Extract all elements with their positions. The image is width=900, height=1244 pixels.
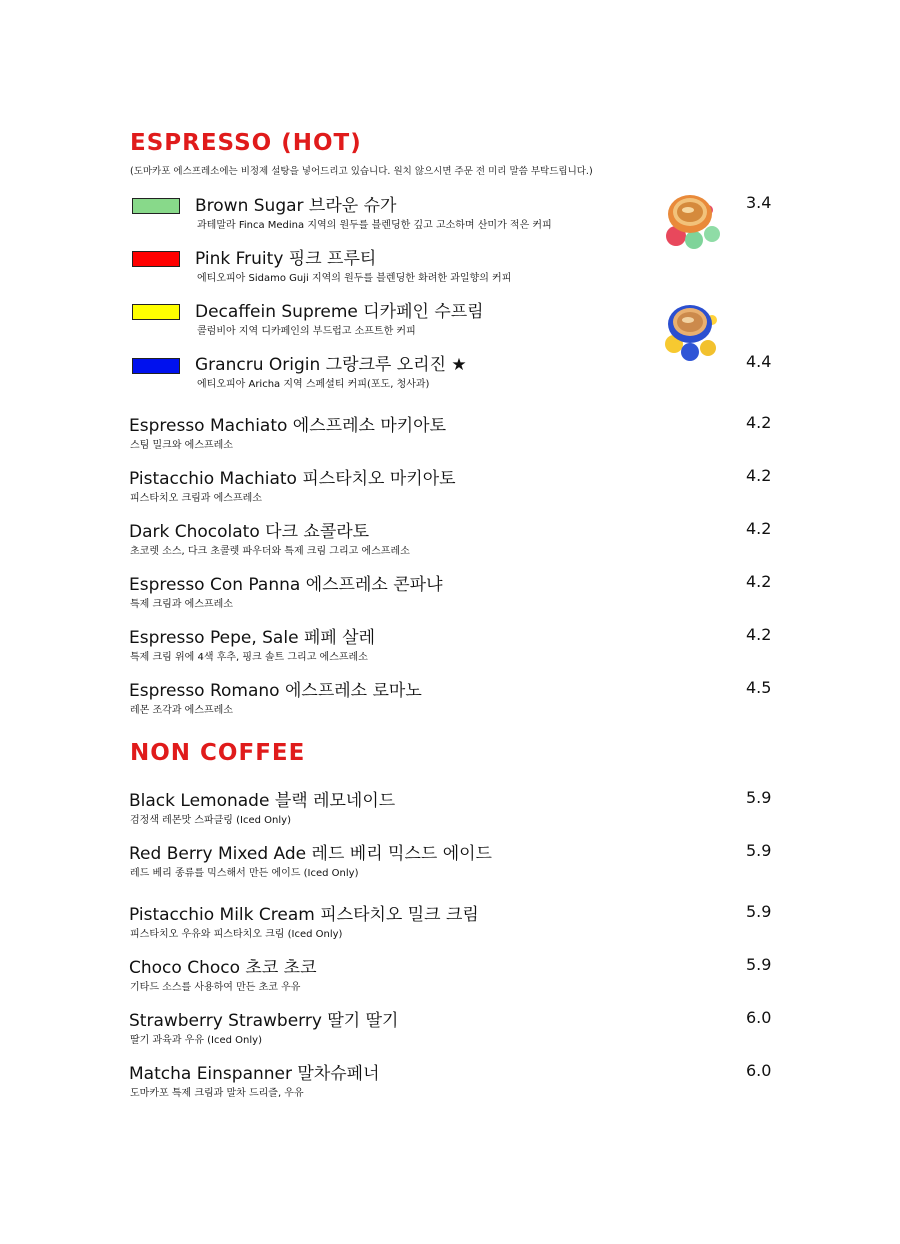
item-desc: 초코렛 소스, 다크 초콜렛 파우더와 특제 크림 그리고 에스프레소 [130,546,410,557]
item-name-brown-sugar: Brown Sugar 브라운 슈가 [195,196,397,216]
item-name: Espresso Romano 에스프레소 로마노 [129,681,422,701]
item-price: 4.2 [746,466,772,485]
item-name: Pistacchio Milk Cream 피스타치오 밀크 크림 [129,905,479,925]
item-price: 4.5 [746,678,772,697]
item-desc: 검정색 레몬맛 스파클링 (Iced Only) [130,815,291,826]
item-desc: 피스타치오 우유와 피스타치오 크림 (Iced Only) [130,929,343,940]
item-name: Black Lemonade 블랙 레모네이드 [129,791,396,811]
item-price: 4.2 [746,413,772,432]
item-desc: 레몬 조각과 에스프레소 [130,705,233,716]
item-name: Red Berry Mixed Ade 레드 베리 믹스드 에이드 [129,844,492,864]
swatch-decaffein [132,304,180,320]
item-name: Matcha Einspanner 말차슈페너 [129,1064,380,1084]
item-price: 6.0 [746,1008,772,1027]
item-price: 5.9 [746,788,772,807]
item-desc-pink-fruity: 에티오피아 Sidamo Guji 지역의 원두를 블렌딩한 화려한 과일향의 커피 [197,273,512,284]
item-desc: 피스타치오 크림과 에스프레소 [130,493,262,504]
item-desc: 스팀 밀크와 에스프레소 [130,440,233,451]
item-price: 5.9 [746,902,772,921]
cup-illustration-orange [660,188,728,254]
item-name: Dark Chocolato 다크 쇼콜라토 [129,522,370,542]
item-name: Strawberry Strawberry 딸기 딸기 [129,1011,399,1031]
item-name-pink-fruity: Pink Fruity 핑크 프루티 [195,249,377,269]
item-price: 4.2 [746,625,772,644]
item-price: 4.2 [746,519,772,538]
price-sugar-blends: 3.4 [746,193,772,212]
swatch-pink-fruity [132,251,180,267]
item-desc: 특제 크림과 에스프레소 [130,599,233,610]
item-name-decaffein: Decaffein Supreme 디카페인 수프림 [195,302,484,322]
item-name: Espresso Pepe, Sale 페페 살레 [129,628,376,648]
item-desc-decaffein: 콜럼비아 지역 디카페인의 부드럽고 소프트한 커피 [197,326,416,337]
item-price: 5.9 [746,841,772,860]
swatch-grancru [132,358,180,374]
swatch-brown-sugar [132,198,180,214]
item-price: 4.2 [746,572,772,591]
espresso-note: (도마카포 에스프레소에는 비정제 설탕을 넣어드리고 있습니다. 원치 않으시면 주문 전 미리 말씀 부탁드립니다.) [130,166,593,177]
espresso-section-title: ESPRESSO (HOT) [130,130,362,156]
item-desc-brown-sugar: 과테말라 Finca Medina 지역의 원두를 블렌딩한 깊고 고소하며 산미가 적은 커피 [197,220,552,231]
item-name-grancru: Grancru Origin 그랑크루 오리진 ★ [195,355,467,375]
item-desc: 도마카포 특제 크림과 말차 드리즐, 우유 [130,1088,304,1099]
item-name: Espresso Con Panna 에스프레소 콘파냐 [129,575,443,595]
price-grancru: 4.4 [746,352,772,371]
item-desc: 기타드 소스를 사용하여 만든 초코 우유 [130,982,301,993]
item-price: 5.9 [746,955,772,974]
cup-illustration-blue [660,300,728,366]
item-price: 6.0 [746,1061,772,1080]
item-name: Choco Choco 초코 초코 [129,958,317,978]
item-desc: 특제 크림 위에 4색 후추, 핑크 솔트 그리고 에스프레소 [130,652,368,663]
item-name: Pistacchio Machiato 피스타치오 마키아토 [129,469,456,489]
item-desc: 딸기 과육과 우유 (Iced Only) [130,1035,262,1046]
item-name: Espresso Machiato 에스프레소 마키아토 [129,416,447,436]
item-desc: 레드 베리 종류를 믹스해서 만든 에이드 (Iced Only) [130,868,359,879]
item-desc-grancru: 에티오피아 Aricha 지역 스페셜티 커피(포도, 청사과) [197,379,430,390]
non-coffee-section-title: NON COFFEE [130,740,306,766]
